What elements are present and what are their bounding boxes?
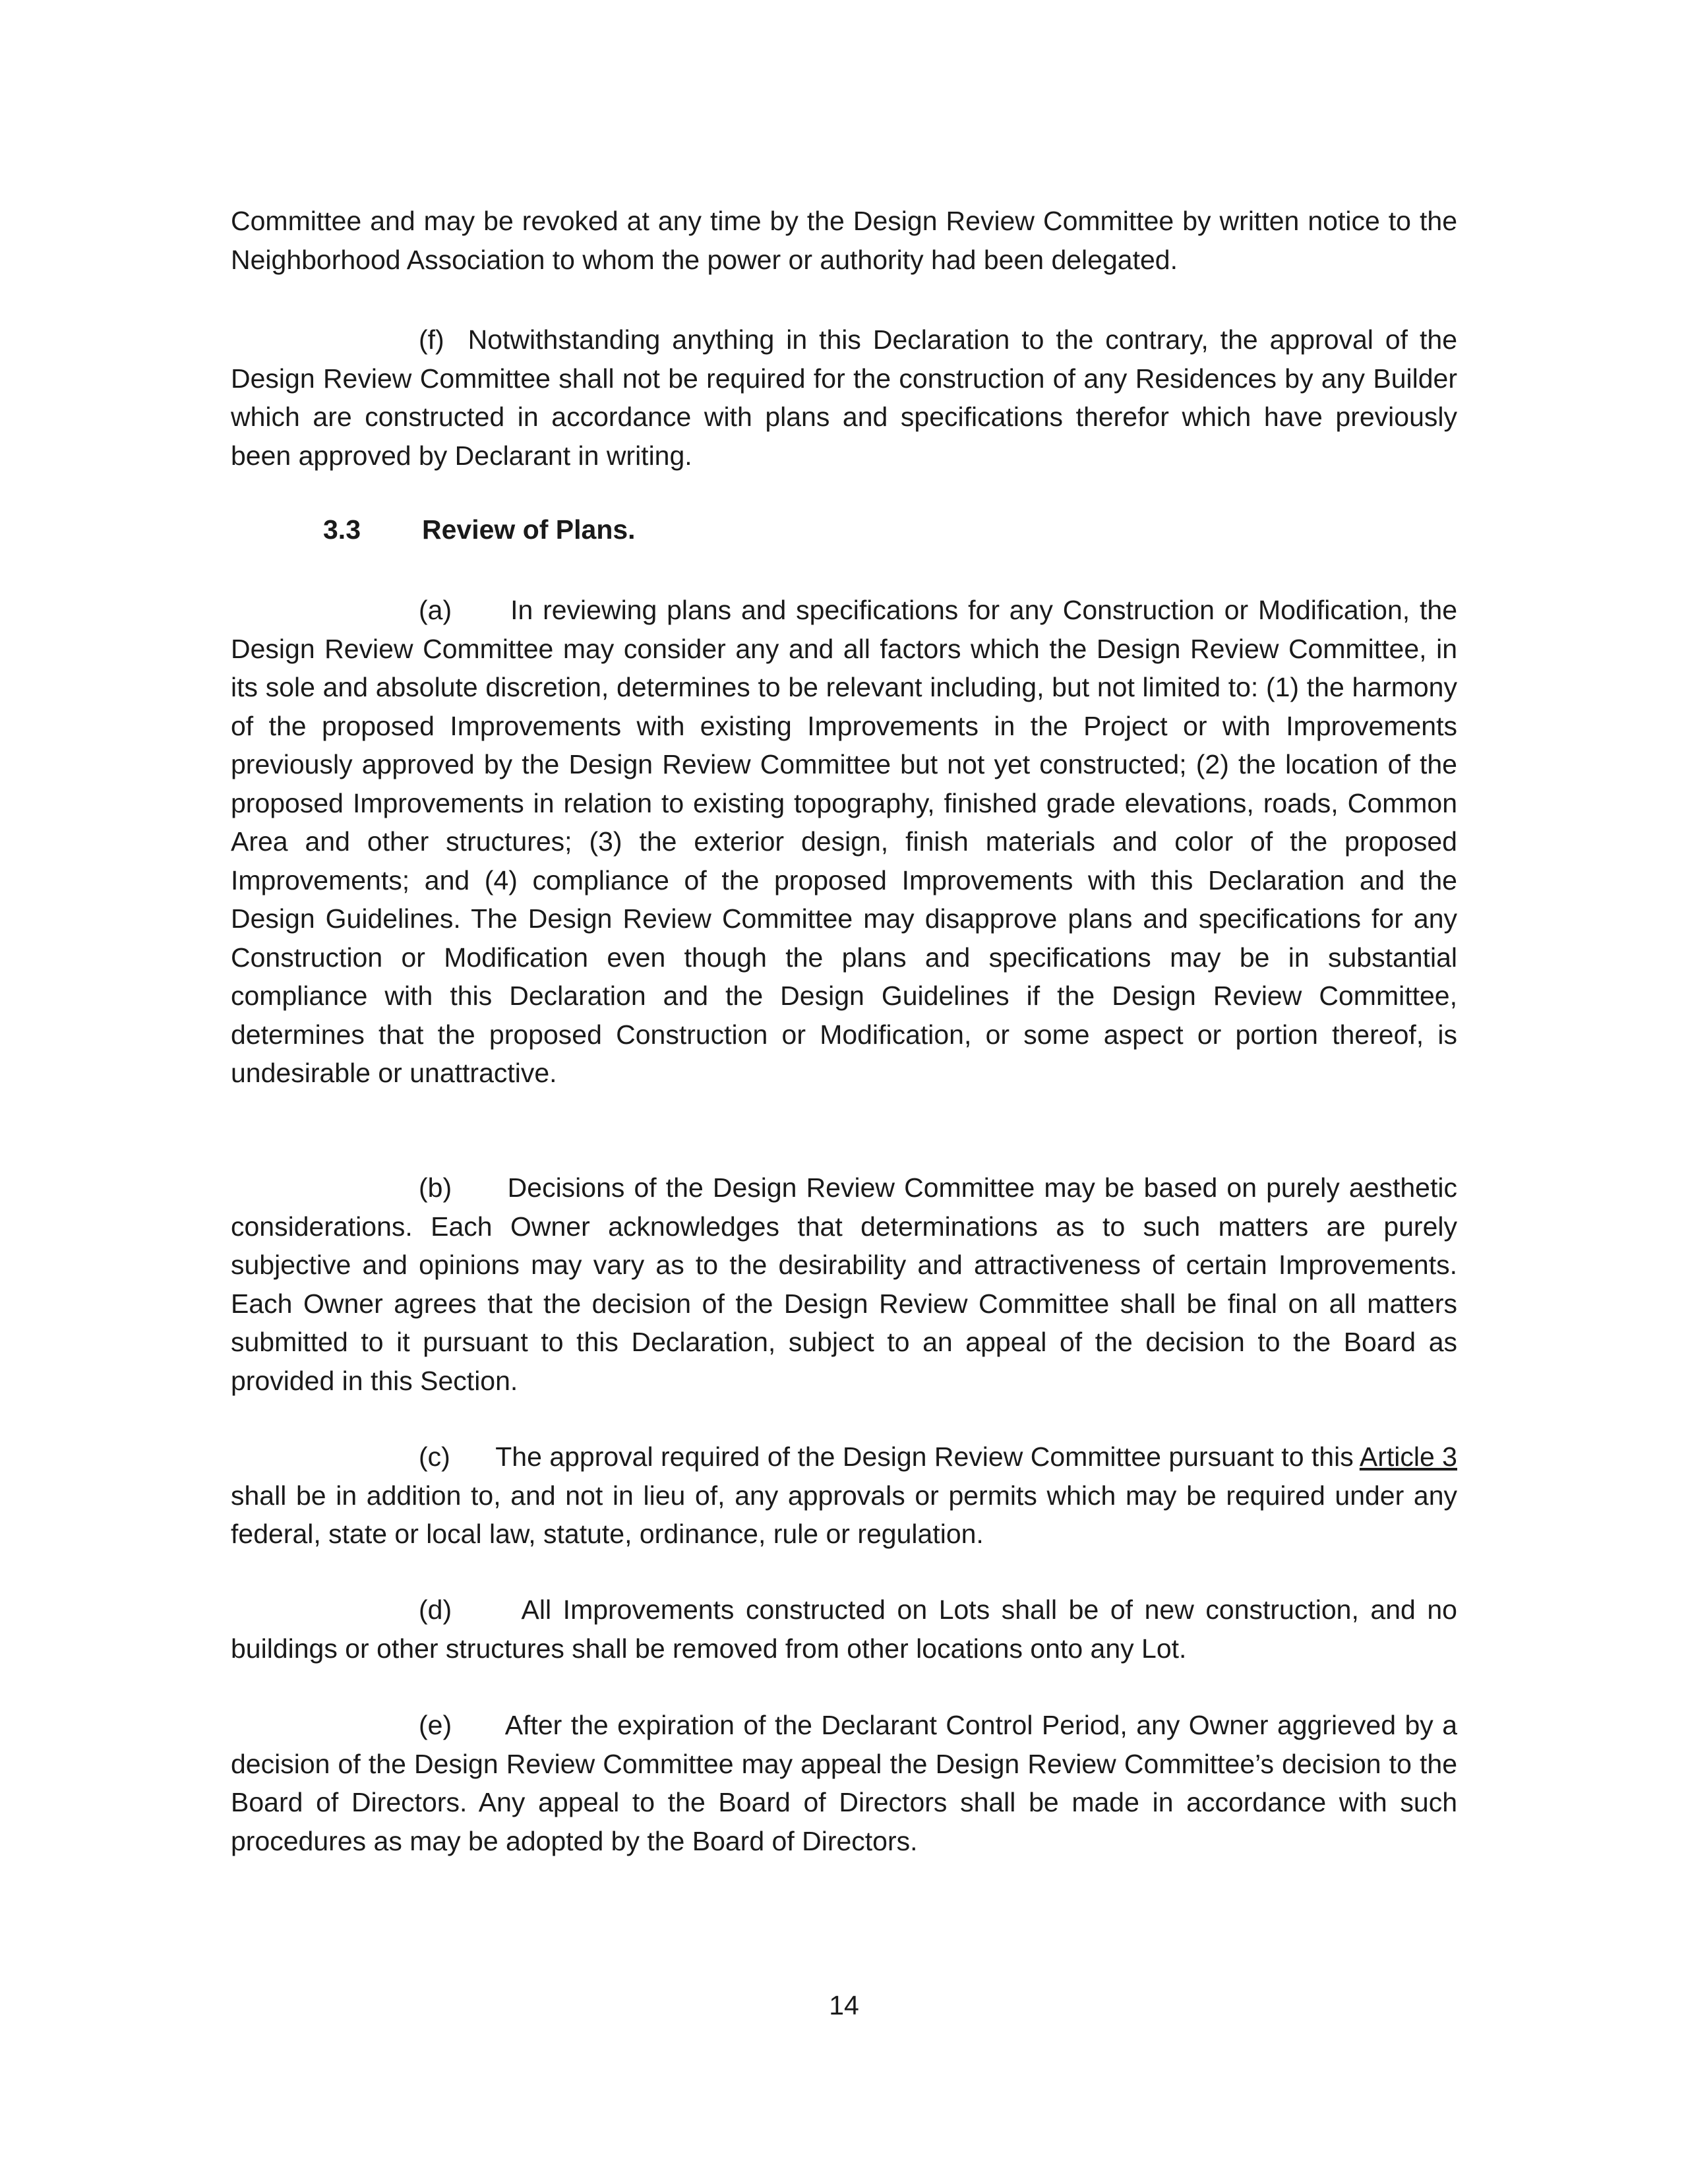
paragraph-d-text: All Improvements constructed on Lots shall be of new construction, and no buildings or other structures shall be removed from other locations onto any Lot. — [231, 1594, 1457, 1664]
paragraph-f — [231, 320, 1457, 475]
paragraph-b-text: Decisions of the Design Review Committee may be based on purely aesthetic considerations. Each Owner acknowledges that determinations as to such matters are purely subjective and opinions may vary as to the desirability and attractiveness of certain Improvements. Each Owner agrees that the decision of the Design Review Committee shall be final on all matters submitted to it pursuant to this Declaration, subject to an appeal of the decision to the Board as provided in this Section. — [231, 1172, 1457, 1396]
paragraph-a-label: (a) — [419, 595, 452, 625]
article-3-reference: Article 3 — [1359, 1441, 1457, 1472]
paragraph-a-text: In reviewing plans and specifications for any Construction or Modification, the Design Review Committee may consider any and all factors which the Design Review Committee, in its sole and absolute discretion, determines to be relevant including, but not limited to: (1) the harmony of the proposed Improvements with existing Improvements in the Project or with Improvements previously approved by the Design Review Committee but not yet constructed; (2) the location of the proposed Improvements in relation to existing topography, finished grade elevations, roads, Common Area and other structures; (3) the exterior design, finish materials and color of the proposed Improvements; and (4) compliance of the proposed Improvements with this Declaration and the Design Guidelines. The Design Review Committee may disapprove plans and specifications for any Construction or Modification even though the plans and specifications may be in substantial compliance with this Declaration and the Design Guidelines if the Design Review Committee, determines that the proposed Construction or Modification, or some aspect or portion thereof, is undesirable or unattractive. — [231, 595, 1457, 1088]
paragraph-continued-text: Committee and may be revoked at any time by the Design Review Committee by written notice to the Neighborhood Association to whom the power or authority had been delegated. — [231, 206, 1457, 275]
paragraph-c-label: (c) — [419, 1441, 450, 1472]
paragraph-d-label: (d) — [419, 1594, 452, 1625]
paragraph-d — [231, 1591, 1457, 1668]
paragraph-c-text-before: The approval required of the Design Review Committee pursuant to this — [495, 1441, 1354, 1472]
paragraph-f-text: Notwithstanding anything in this Declaration to the contrary, the approval of the Design Review Committee shall not be required for the construction of any Residences by any Builder which are constructed in accordance with plans and specifications therefor which have previously been approved by Declarant in writing. — [231, 324, 1457, 471]
paragraph-continued — [231, 202, 1457, 279]
paragraph-b — [231, 1168, 1457, 1400]
paragraph-c — [231, 1438, 1457, 1554]
paragraph-e — [231, 1706, 1457, 1860]
section-heading — [323, 510, 636, 549]
section-title: Review of Plans. — [422, 514, 636, 545]
section-number: 3.3 — [323, 514, 361, 545]
paragraph-f-label: (f) — [419, 324, 444, 355]
paragraph-e-text: After the expiration of the Declarant Control Period, any Owner aggrieved by a decision of the Design Review Committee may appeal the Design Review Committee’s decision to the Board of Directors. Any appeal to the Board of Directors shall be made in accordance with such procedures as may be adopted by the Board of Directors. — [231, 1710, 1457, 1856]
paragraph-a — [231, 591, 1457, 1093]
paragraph-c-text-after: shall be in addition to, and not in lieu of, any approvals or permits which may be required under any federal, state or local law, statute, ordinance, rule or regulation. — [231, 1480, 1457, 1549]
paragraph-e-label: (e) — [419, 1710, 452, 1740]
page-number: 14 — [829, 1990, 859, 2020]
paragraph-b-label: (b) — [419, 1172, 452, 1203]
